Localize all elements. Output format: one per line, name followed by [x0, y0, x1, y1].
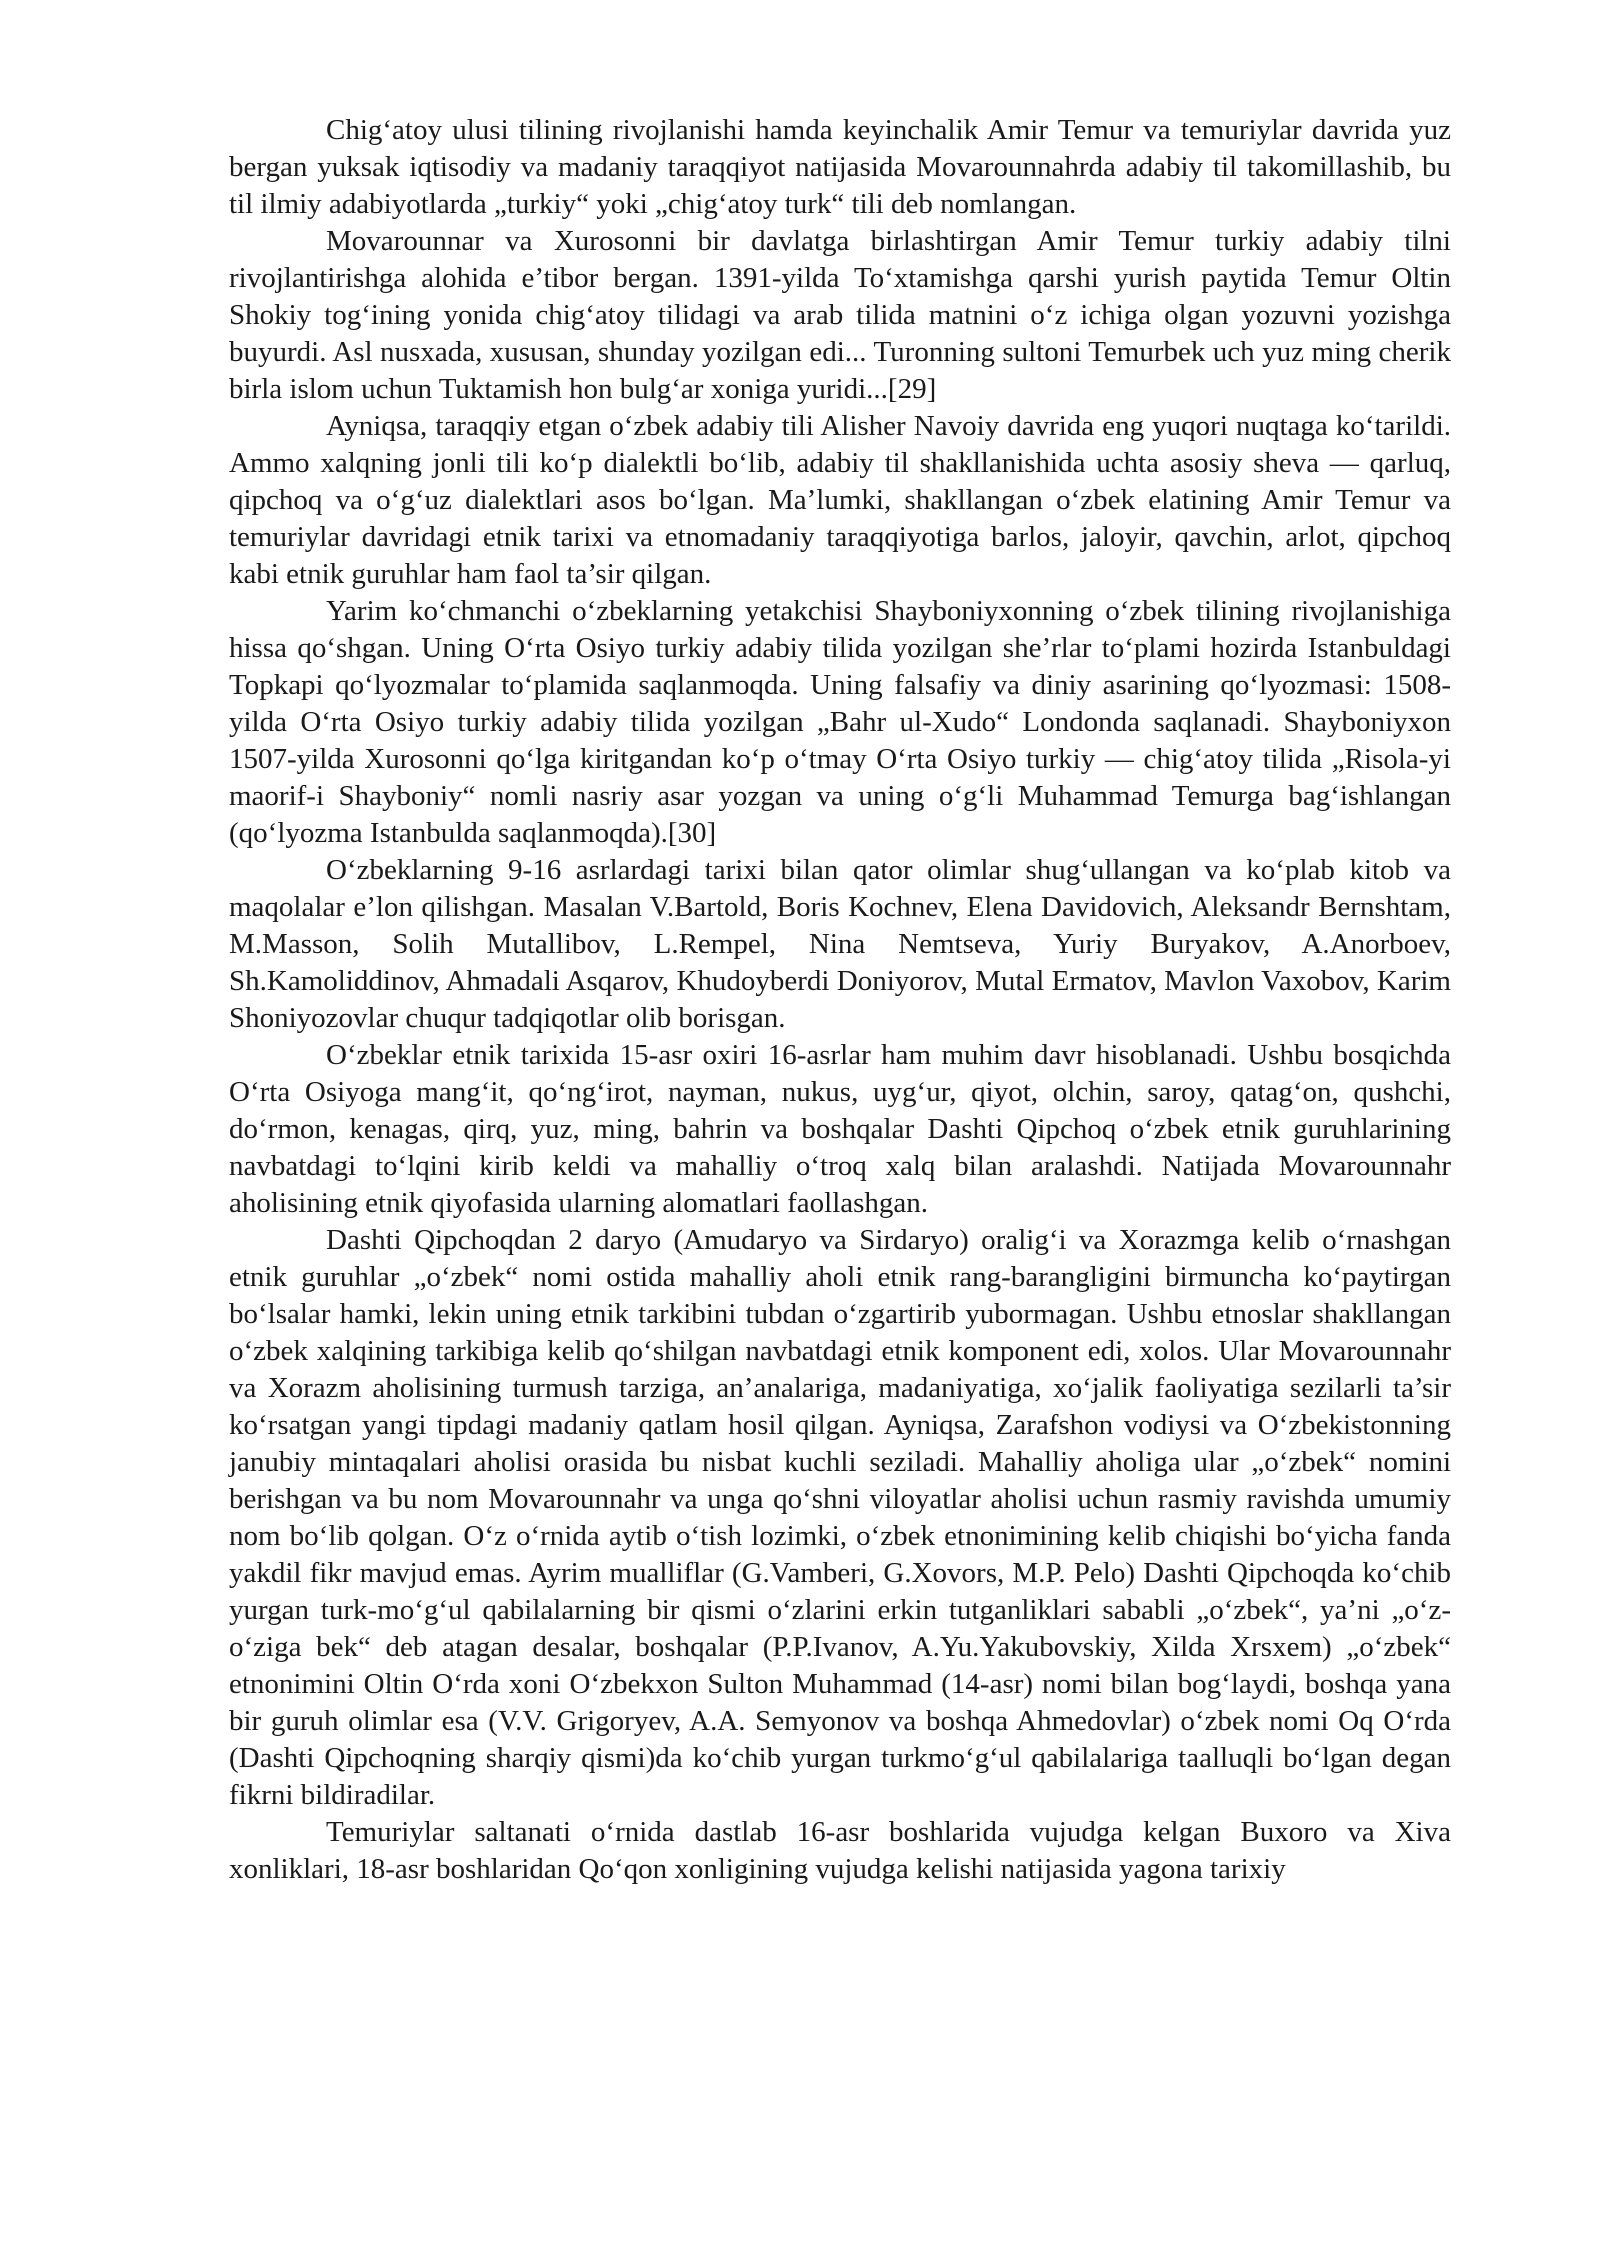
paragraph-historians: O‘zbeklarning 9-16 asrlardagi tarixi bilan qator olimlar shug‘ullangan va ko‘plab kitob va maqolalar e’lon qilishgan. Masalan V.Bartold, Boris Kochnev, Elena Davidovich, Aleksandr Bernshtam, M.Masson, Solih Mutallibov, L.Rempel, Nina Nemtseva, Yuriy Buryakov, A.Anorboev, Sh.Kamoliddinov, Ahmadali Asqarov, Khudoyberdi Doniyorov, Mutal Ermatov, Mavlon Vaxobov, Karim Shoniyozovlar chuqur tadqiqotlar olib borisgan.: [229, 854, 1451, 1034]
paragraph-navoiy-dialects: Ayniqsa, taraqqiy etgan o‘zbek adabiy tili Alisher Navoiy davrida eng yuqori nuqtaga ko‘tarildi. Ammo xalqning jonli tili ko‘p dialektli bo‘lib, adabiy til shakllanishida uchta asosiy sheva — qarluq, qipchoq va o‘g‘uz dialektlari asos bo‘lgan. Ma’lumki, shakllangan o‘zbek elatining Amir Temur va temuriylar davridagi etnik tarixi va etnomadaniy taraqqiyotiga barlos, jaloyir, qavchin, arlot, qipchoq kabi etnik guruhlar ham faol ta’sir qilgan.: [229, 410, 1451, 590]
paragraph-khanates: Temuriylar saltanati o‘rnida dastlab 16-asr boshlarida vujudga kelgan Buxoro va Xiva xonliklari, 18-asr boshlaridan Qo‘qon xonligining vujudga kelishi natijasida yagona tarixiy: [229, 1816, 1451, 1885]
paragraph-uzbek-ethnonym: Dashti Qipchoqdan 2 daryo (Amudaryo va Sirdaryo) oralig‘i va Xorazmga kelib o‘rnashgan etnik guruhlar „o‘zbek“ nomi ostida mahalliy aholi etnik rang-barangligini birmuncha ko‘paytirgan bo‘lsalar hamki, lekin uning etnik tarkibini tubdan o‘zgartirib yubormagan. Ushbu etnoslar shakllangan o‘zbek xalqining tarkibiga kelib qo‘shilgan navbatdagi etnik komponent edi, xolos. Ular Movarounnahr va Xorazm aholisining turmush tarziga, an’analariga, madaniyatiga, xo‘jalik faoliyatiga sezilarli ta’sir ko‘rsatgan yangi tipdagi madaniy qatlam hosil qilgan. Ayniqsa, Zarafshon vodiysi va O‘zbekistonning janubiy mintaqalari aholisi orasida bu nisbat kuchli seziladi. Mahalliy aholiga ular „o‘zbek“ nomini berishgan va bu nom Movarounnahr va unga qo‘shni viloyatlar aholisi uchun rasmiy ravishda umumiy nom bo‘lib qolgan. O‘z o‘rnida aytib o‘tish lozimki, o‘zbek etnonimining kelib chiqishi bo‘yicha fanda yakdil fikr mavjud emas. Ayrim mualliflar (G.Vamberi, G.Xovors, M.P. Pelo) Dashti Qipchoqda ko‘chib yurgan turk-mo‘g‘ul qabilalarning bir qismi o‘zlarini erkin tutganliklari sababli „o‘zbek“, ya’ni „o‘z-o‘ziga bek“ deb atagan desalar, boshqalar (P.P.Ivanov, A.Yu.Yakubovskiy, Xilda Xrsxem) „o‘zbek“ etnonimini Oltin O‘rda xoni O‘zbekxon Sulton Muhammad (14-asr) nomi bilan bog‘laydi, boshqa yana bir guruh olimlar esa (V.V. Grigoryev, A.A. Semyonov va boshqa Ahmedovlar) o‘zbek nomi Oq O‘rda (Dashti Qipchoqning sharqiy qismi)da ko‘chib yurgan turkmo‘g‘ul qabilalariga taalluqli bo‘lgan degan fikrni bildiradilar.: [229, 1224, 1451, 1811]
paragraph-amir-temur-inscription: Movarounnar va Xurosonni bir davlatga birlashtirgan Amir Temur turkiy adabiy tilni rivojlantirishga alohida e’tibor bergan. 1391-yilda To‘xtamishga qarshi yurish paytida Temur Oltin Shokiy tog‘ining yonida chig‘atoy tilidagi va arab tilida matnini o‘z ichiga olgan yozuvni yozishga buyurdi. Asl nusxada, xususan, shunday yozilgan edi... Turonning sultoni Temurbek uch yuz ming cherik birla islom uchun Tuktamish hon bulg‘ar xoniga yuridi...[29]: [229, 225, 1451, 405]
document-page: [229, 112, 1451, 1888]
paragraph-shayboniyxon: Yarim ko‘chmanchi o‘zbeklarning yetakchisi Shayboniyxonning o‘zbek tilining rivojlanishiga hissa qo‘shgan. Uning O‘rta Osiyo turkiy adabiy tilida yozilgan she’rlar to‘plami hozirda Istanbuldagi Topkapi qo‘lyozmalar to‘plamida saqlanmoqda. Uning falsafiy va diniy asarining qo‘lyozmasi: 1508-yilda O‘rta Osiyo turkiy adabiy tilida yozilgan „Bahr ul-Xudo“ Londonda saqlanadi. Shayboniyxon 1507-yilda Xurosonni qo‘lga kiritgandan ko‘p o‘tmay O‘rta Osiyo turkiy — chig‘atoy tilida „Risola-yi maorif-i Shayboniy“ nomli nasriy asar yozgan va uning o‘g‘li Muhammad Temurga bag‘ishlangan (qo‘lyozma Istanbulda saqlanmoqda).[30]: [229, 595, 1451, 849]
paragraph-chigatoy-literary-language: Chig‘atoy ulusi tilining rivojlanishi hamda keyinchalik Amir Temur va temuriylar davrida yuz bergan yuksak iqtisodiy va madaniy taraqqiyot natijasida Movarounnahrda adabiy til takomillashib, bu til ilmiy adabiyotlarda „turkiy“ yoki „chig‘atoy turk“ tili deb nomlangan.: [229, 114, 1451, 220]
paragraph-dashti-qipchoq-tribes: O‘zbeklar etnik tarixida 15-asr oxiri 16-asrlar ham muhim davr hisoblanadi. Ushbu bosqichda O‘rta Osiyoga mang‘it, qo‘ng‘irot, nayman, nukus, uyg‘ur, qiyot, olchin, saroy, qatag‘on, qushchi, do‘rmon, kenagas, qirq, yuz, ming, bahrin va boshqalar Dashti Qipchoq o‘zbek etnik guruhlarining navbatdagi to‘lqini kirib keldi va mahalliy o‘troq xalq bilan aralashdi. Natijada Movarounnahr aholisining etnik qiyofasida ularning alomatlari faollashgan.: [229, 1039, 1451, 1219]
